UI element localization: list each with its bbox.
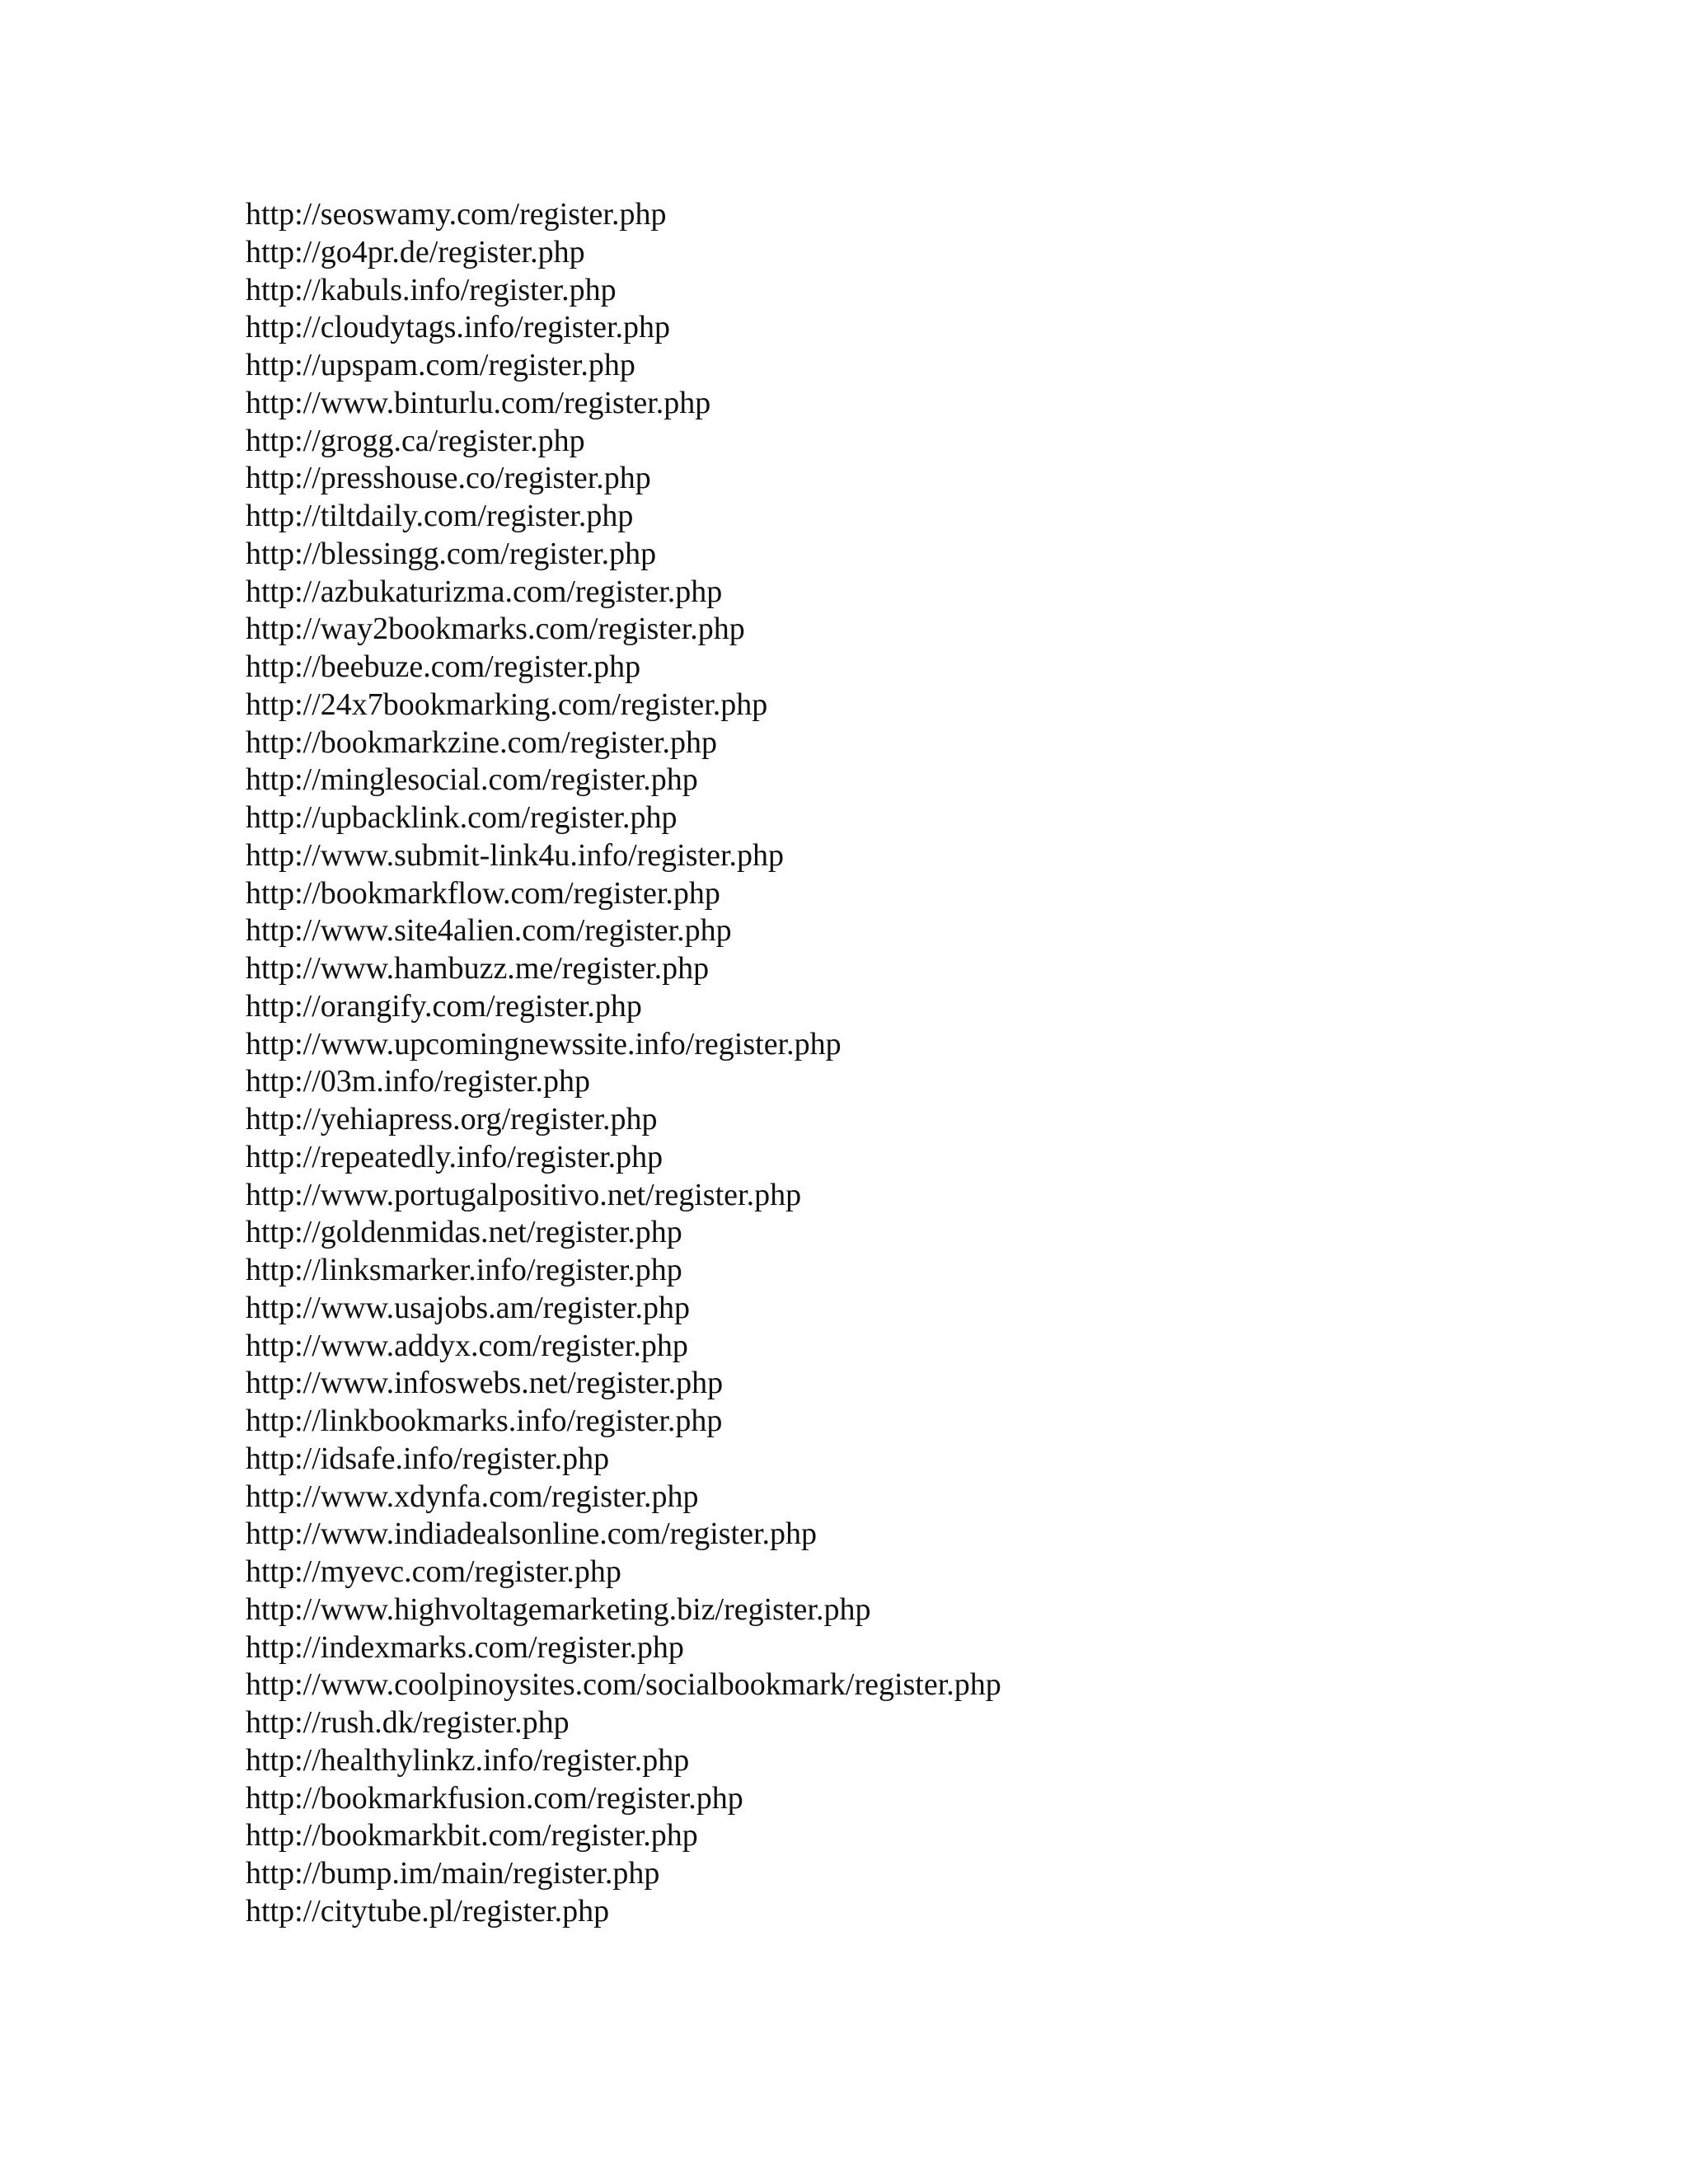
url-line: http://rush.dk/register.php — [246, 1705, 570, 1740]
url-line: http://beebuze.com/register.php — [246, 649, 641, 684]
url-line: http://www.submit-link4u.info/register.php — [246, 837, 784, 873]
url-line: http://03m.info/register.php — [246, 1064, 590, 1099]
url-line: http://cloudytags.info/register.php — [246, 310, 671, 345]
url-line: http://yehiapress.org/register.php — [246, 1102, 658, 1137]
url-line: http://orangify.com/register.php — [246, 988, 642, 1024]
url-line: http://grogg.ca/register.php — [246, 423, 585, 458]
url-line: http://upspam.com/register.php — [246, 348, 635, 382]
url-line: http://tiltdaily.com/register.php — [246, 499, 634, 533]
url-line: http://idsafe.info/register.php — [246, 1441, 610, 1476]
url-line: http://www.xdynfa.com/register.php — [246, 1479, 699, 1514]
url-line: http://citytube.pl/register.php — [246, 1893, 610, 1929]
url-line: http://www.site4alien.com/register.php — [246, 913, 732, 949]
url-line: http://presshouse.co/register.php — [246, 461, 651, 496]
url-line: http://www.addyx.com/register.php — [246, 1328, 688, 1363]
url-line: http://kabuls.info/register.php — [246, 272, 617, 307]
url-line: http://www.usajobs.am/register.php — [246, 1290, 690, 1325]
url-list — [246, 196, 1001, 1931]
url-line: http://www.infoswebs.net/register.php — [246, 1366, 724, 1401]
url-line: http://linksmarker.info/register.php — [246, 1253, 682, 1287]
url-line: http://www.upcomingnewssite.info/register.php — [246, 1026, 842, 1062]
url-line: http://goldenmidas.net/register.php — [246, 1215, 682, 1250]
url-line: http://bookmarkfusion.com/register.php — [246, 1780, 743, 1816]
url-line: http://bump.im/main/register.php — [246, 1856, 660, 1891]
url-line: http://healthylinkz.info/register.php — [246, 1742, 690, 1778]
url-line: http://bookmarkzine.com/register.php — [246, 724, 717, 760]
url-line: http://indexmarks.com/register.php — [246, 1629, 684, 1665]
url-line: http://www.hambuzz.me/register.php — [246, 951, 710, 986]
url-line: http://bookmarkbit.com/register.php — [246, 1818, 698, 1854]
url-line: http://seoswamy.com/register.php — [246, 197, 667, 232]
url-line: http://bookmarkflow.com/register.php — [246, 875, 720, 911]
url-line: http://www.highvoltagemarketing.biz/register.php — [246, 1591, 871, 1627]
url-line: http://go4pr.de/register.php — [246, 234, 585, 269]
url-line: http://www.indiadealsonline.com/register.php — [246, 1516, 818, 1552]
url-line: http://upbacklink.com/register.php — [246, 800, 678, 835]
url-line: http://www.coolpinoysites.com/socialbookmark/register.php — [246, 1667, 1001, 1703]
url-line: http://repeatedly.info/register.php — [246, 1139, 663, 1174]
url-line: http://way2bookmarks.com/register.php — [246, 612, 745, 647]
url-line: http://azbukaturizma.com/register.php — [246, 574, 723, 609]
url-line: http://minglesocial.com/register.php — [246, 762, 698, 798]
url-line: http://24x7bookmarking.com/register.php — [246, 687, 768, 722]
url-line: http://www.portugalpositivo.net/register.php — [246, 1177, 802, 1212]
url-line: http://myevc.com/register.php — [246, 1554, 621, 1589]
url-line: http://www.binturlu.com/register.php — [246, 385, 711, 420]
url-line: http://linkbookmarks.info/register.php — [246, 1404, 723, 1438]
url-line: http://blessingg.com/register.php — [246, 536, 657, 571]
